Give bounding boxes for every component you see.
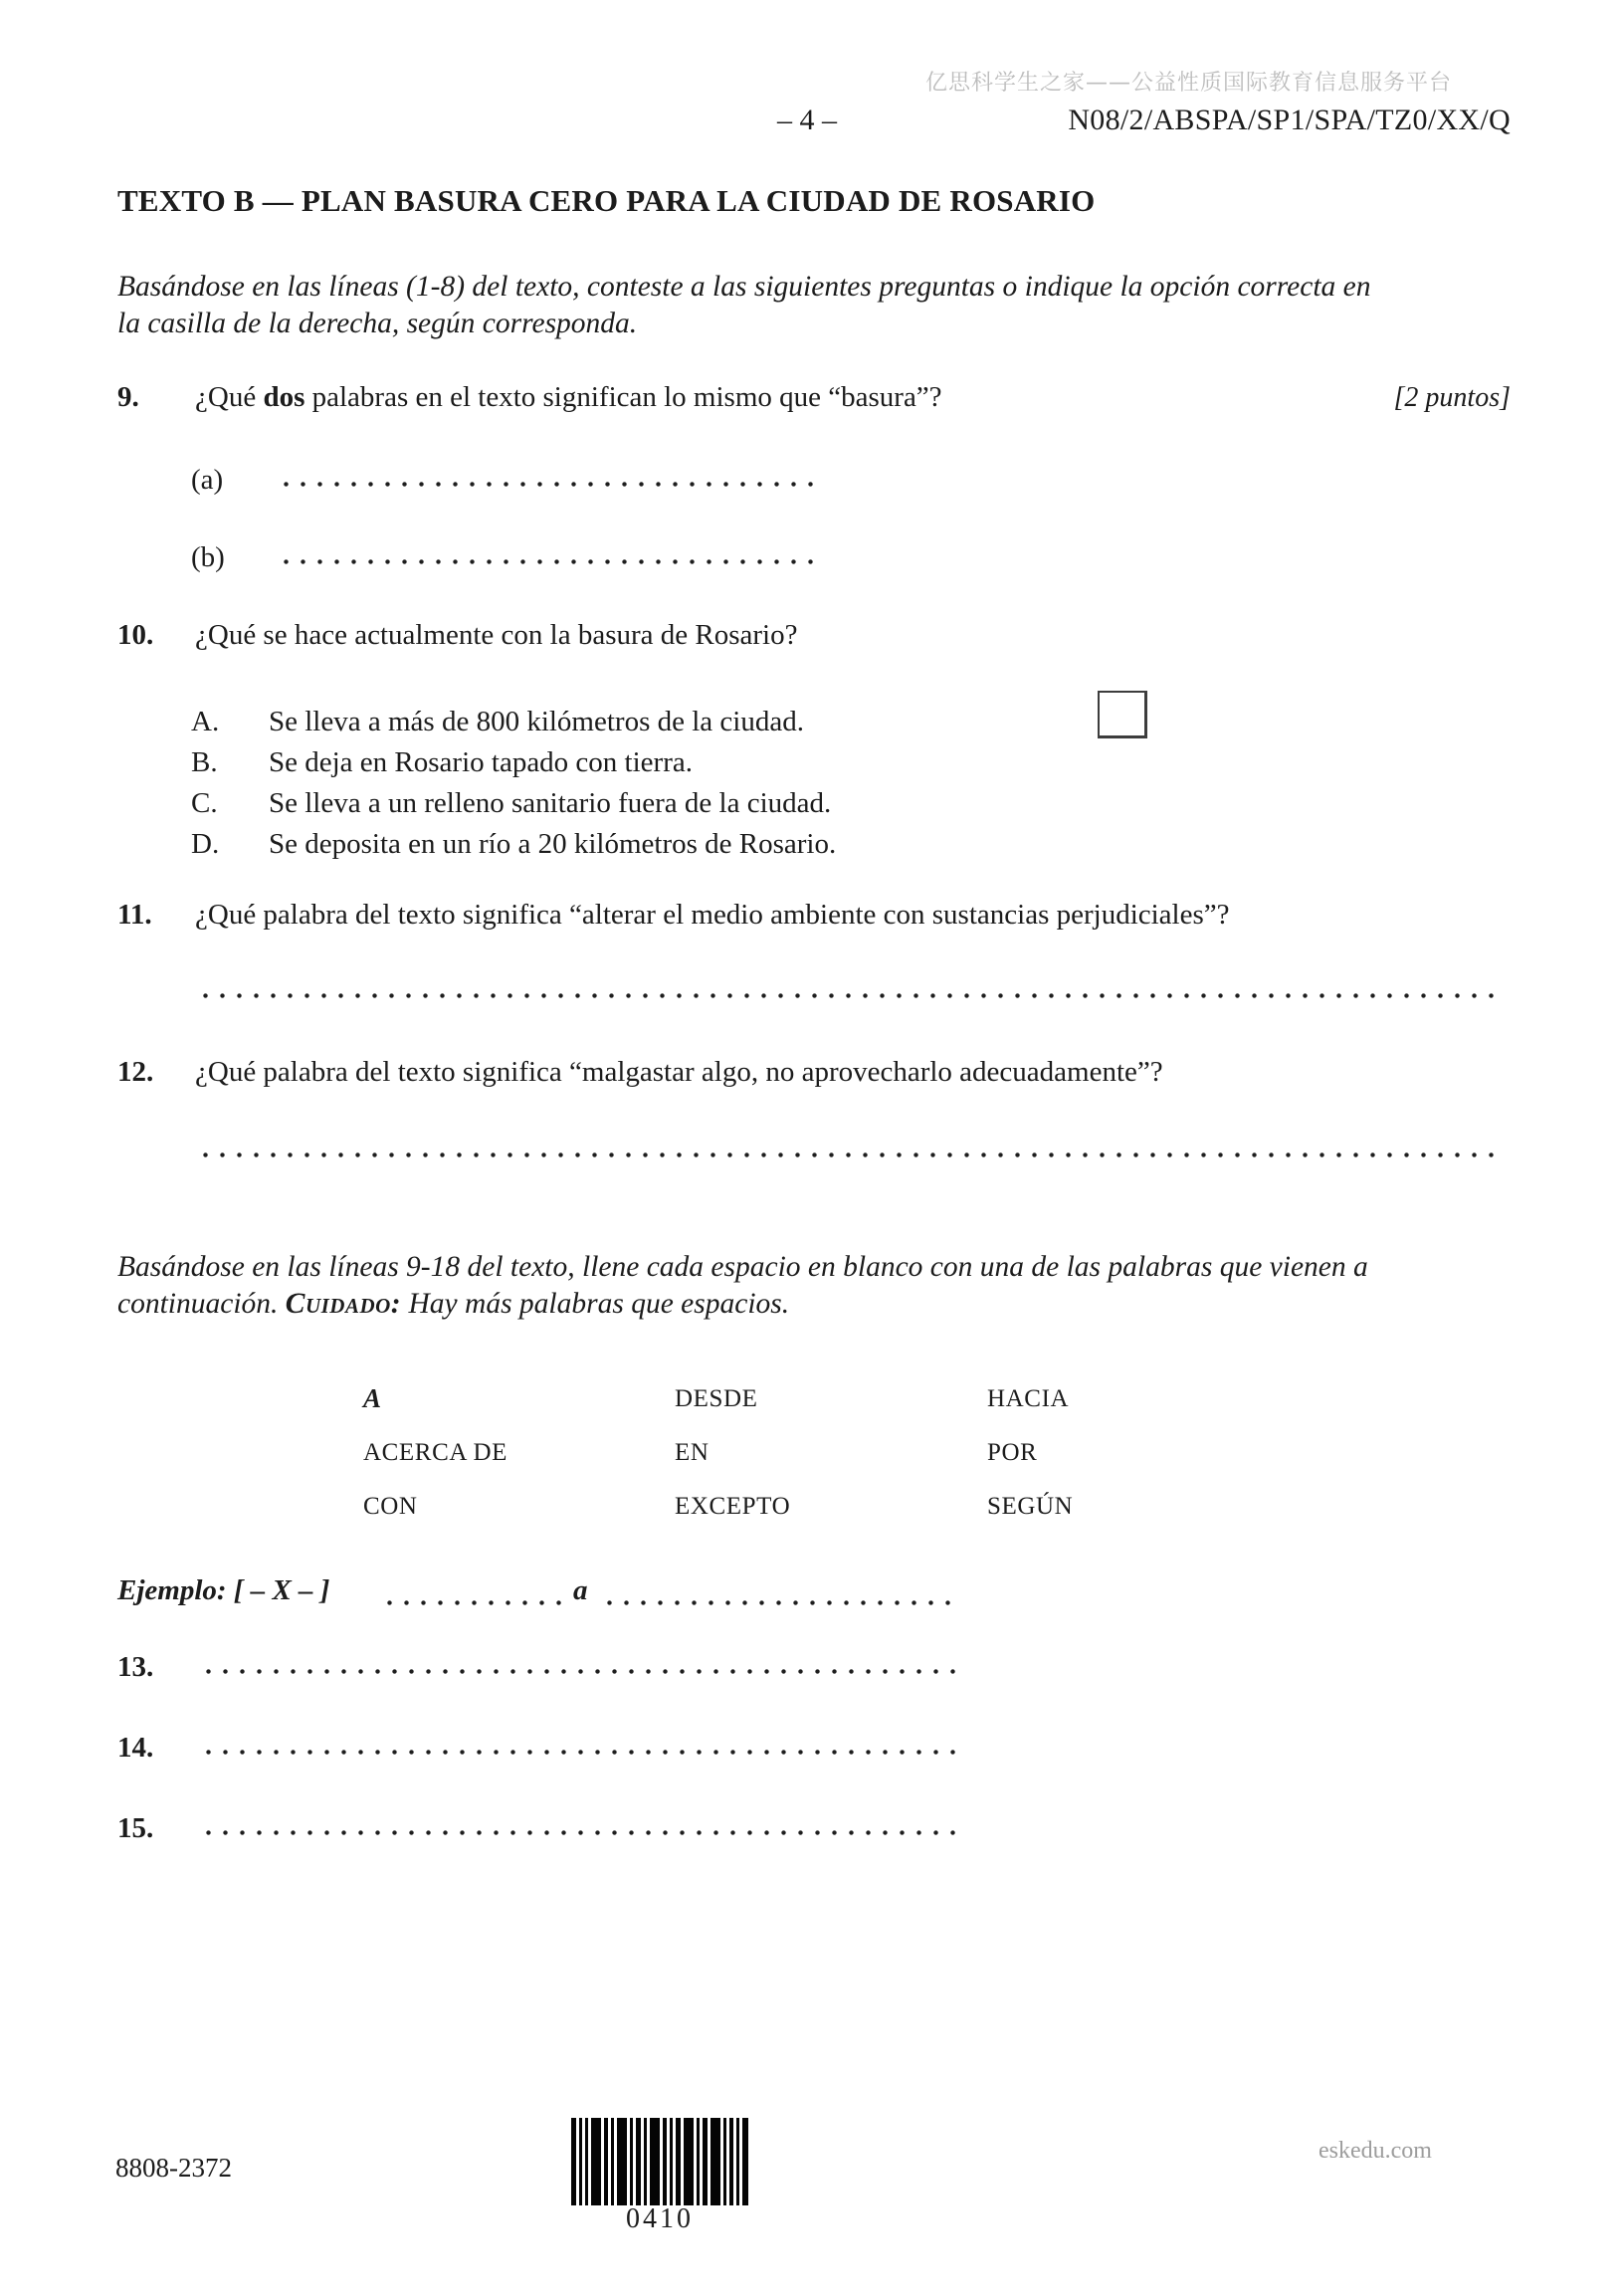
word-bank-item: A bbox=[363, 1383, 382, 1413]
question-9-text-bold: dos bbox=[263, 381, 305, 413]
instructions-2-line2-end: Hay más palabras que espacios. bbox=[401, 1288, 790, 1320]
answer-9b-line[interactable] bbox=[276, 557, 816, 566]
answer-9a-label: (a) bbox=[191, 464, 224, 496]
option-a-text: Se lleva a más de 800 kilómetros de la ciudad. bbox=[269, 706, 804, 737]
fill-row-13 bbox=[117, 1651, 962, 1684]
watermark-text: 亿思科学生之家——公益性质国际教育信息服务平台 bbox=[925, 71, 1453, 96]
option-a-letter: A. bbox=[191, 706, 220, 737]
option-c-letter: C. bbox=[191, 787, 218, 819]
instructions-1 bbox=[117, 269, 1371, 342]
word-bank-item: EN bbox=[675, 1439, 710, 1466]
site-link: eskedu.com bbox=[1319, 2138, 1432, 2164]
question-15-number: 15. bbox=[117, 1812, 154, 1844]
example-label: Ejemplo: [ – X – ] bbox=[117, 1574, 330, 1606]
instructions-2 bbox=[117, 1249, 1368, 1323]
question-11-text: ¿Qué palabra del texto significa “alterar el medio ambiente con sustancias perjudiciales”? bbox=[195, 899, 1230, 931]
barcode-number: 0410 bbox=[626, 2203, 694, 2234]
question-9-points: [2 puntos] bbox=[1393, 382, 1511, 413]
word-bank-item: ACERCA DE bbox=[363, 1439, 507, 1466]
exam-code: N08/2/ABSPA/SP1/SPA/TZ0/XX/Q bbox=[1068, 104, 1511, 136]
question-10-text: ¿Qué se hace actualmente con la basura de Rosario? bbox=[195, 619, 798, 651]
instructions-1-line2: la casilla de la derecha, según corresponda. bbox=[117, 308, 638, 339]
instructions-2-line1: Basándose en las líneas 9-18 del texto, llene cada espacio en blanco con una de las palabras que vienen a bbox=[117, 1251, 1368, 1283]
answer-row-9a bbox=[191, 464, 816, 497]
option-d bbox=[191, 824, 836, 865]
answer-14-line[interactable] bbox=[198, 1748, 962, 1757]
answer-13-line[interactable] bbox=[198, 1667, 962, 1676]
cuidado-label: Cuidado: bbox=[285, 1288, 402, 1320]
question-12-number: 12. bbox=[117, 1056, 154, 1088]
question-9-text-suffix: palabras en el texto significan lo mismo que “basura”? bbox=[304, 381, 942, 413]
word-bank-item: HACIA bbox=[987, 1385, 1070, 1412]
question-9-text-prefix: ¿Qué bbox=[195, 381, 264, 413]
option-b-letter: B. bbox=[191, 746, 218, 778]
question-14-number: 14. bbox=[117, 1732, 154, 1764]
answer-12-line[interactable] bbox=[195, 1150, 1506, 1159]
example-line-right bbox=[599, 1598, 958, 1607]
question-13-number: 13. bbox=[117, 1651, 154, 1683]
question-9-number: 9. bbox=[117, 381, 139, 413]
word-bank-item: DESDE bbox=[675, 1385, 758, 1412]
section-title: TEXTO B — PLAN BASURA CERO PARA LA CIUDAD DE ROSARIO bbox=[117, 183, 1096, 218]
answer-9a-line[interactable] bbox=[276, 480, 816, 489]
example-answer: a bbox=[573, 1574, 588, 1606]
question-9-text bbox=[195, 381, 942, 414]
barcode bbox=[571, 2118, 748, 2205]
word-bank-item: CON bbox=[363, 1493, 418, 1520]
fill-row-15 bbox=[117, 1812, 962, 1845]
instructions-2-line2 bbox=[117, 1286, 1368, 1323]
document-number: 8808-2372 bbox=[115, 2153, 232, 2183]
option-c bbox=[191, 783, 836, 824]
instructions-2-line2-start: continuación. bbox=[117, 1288, 286, 1320]
answer-9b-label: (b) bbox=[191, 541, 225, 573]
fill-row-14 bbox=[117, 1732, 962, 1765]
question-12-text: ¿Qué palabra del texto significa “malgastar algo, no aprovecharlo adecuadamente”? bbox=[195, 1056, 1163, 1088]
answer-checkbox[interactable] bbox=[1098, 691, 1147, 738]
word-bank-item: POR bbox=[987, 1439, 1038, 1466]
option-d-letter: D. bbox=[191, 828, 220, 860]
word-bank-item: EXCEPTO bbox=[675, 1493, 791, 1520]
option-a bbox=[191, 702, 836, 742]
option-b-text: Se deja en Rosario tapado con tierra. bbox=[269, 746, 693, 778]
question-11-number: 11. bbox=[117, 899, 152, 931]
option-c-text: Se lleva a un relleno sanitario fuera de la ciudad. bbox=[269, 787, 832, 819]
option-d-text: Se deposita en un río a 20 kilómetros de Rosario. bbox=[269, 828, 837, 860]
question-10-options bbox=[191, 702, 836, 865]
instructions-1-line1: Basándose en las líneas (1-8) del texto, conteste a las siguientes preguntas o indique la opción correcta en bbox=[117, 271, 1371, 303]
example-line-left bbox=[379, 1598, 568, 1607]
answer-11-line[interactable] bbox=[195, 991, 1506, 1000]
option-b bbox=[191, 742, 836, 783]
page-number: – 4 – bbox=[777, 104, 837, 136]
answer-15-line[interactable] bbox=[198, 1828, 962, 1837]
answer-row-9b bbox=[191, 541, 816, 574]
word-bank-item: SEGÚN bbox=[987, 1493, 1074, 1520]
question-10-number: 10. bbox=[117, 619, 154, 651]
